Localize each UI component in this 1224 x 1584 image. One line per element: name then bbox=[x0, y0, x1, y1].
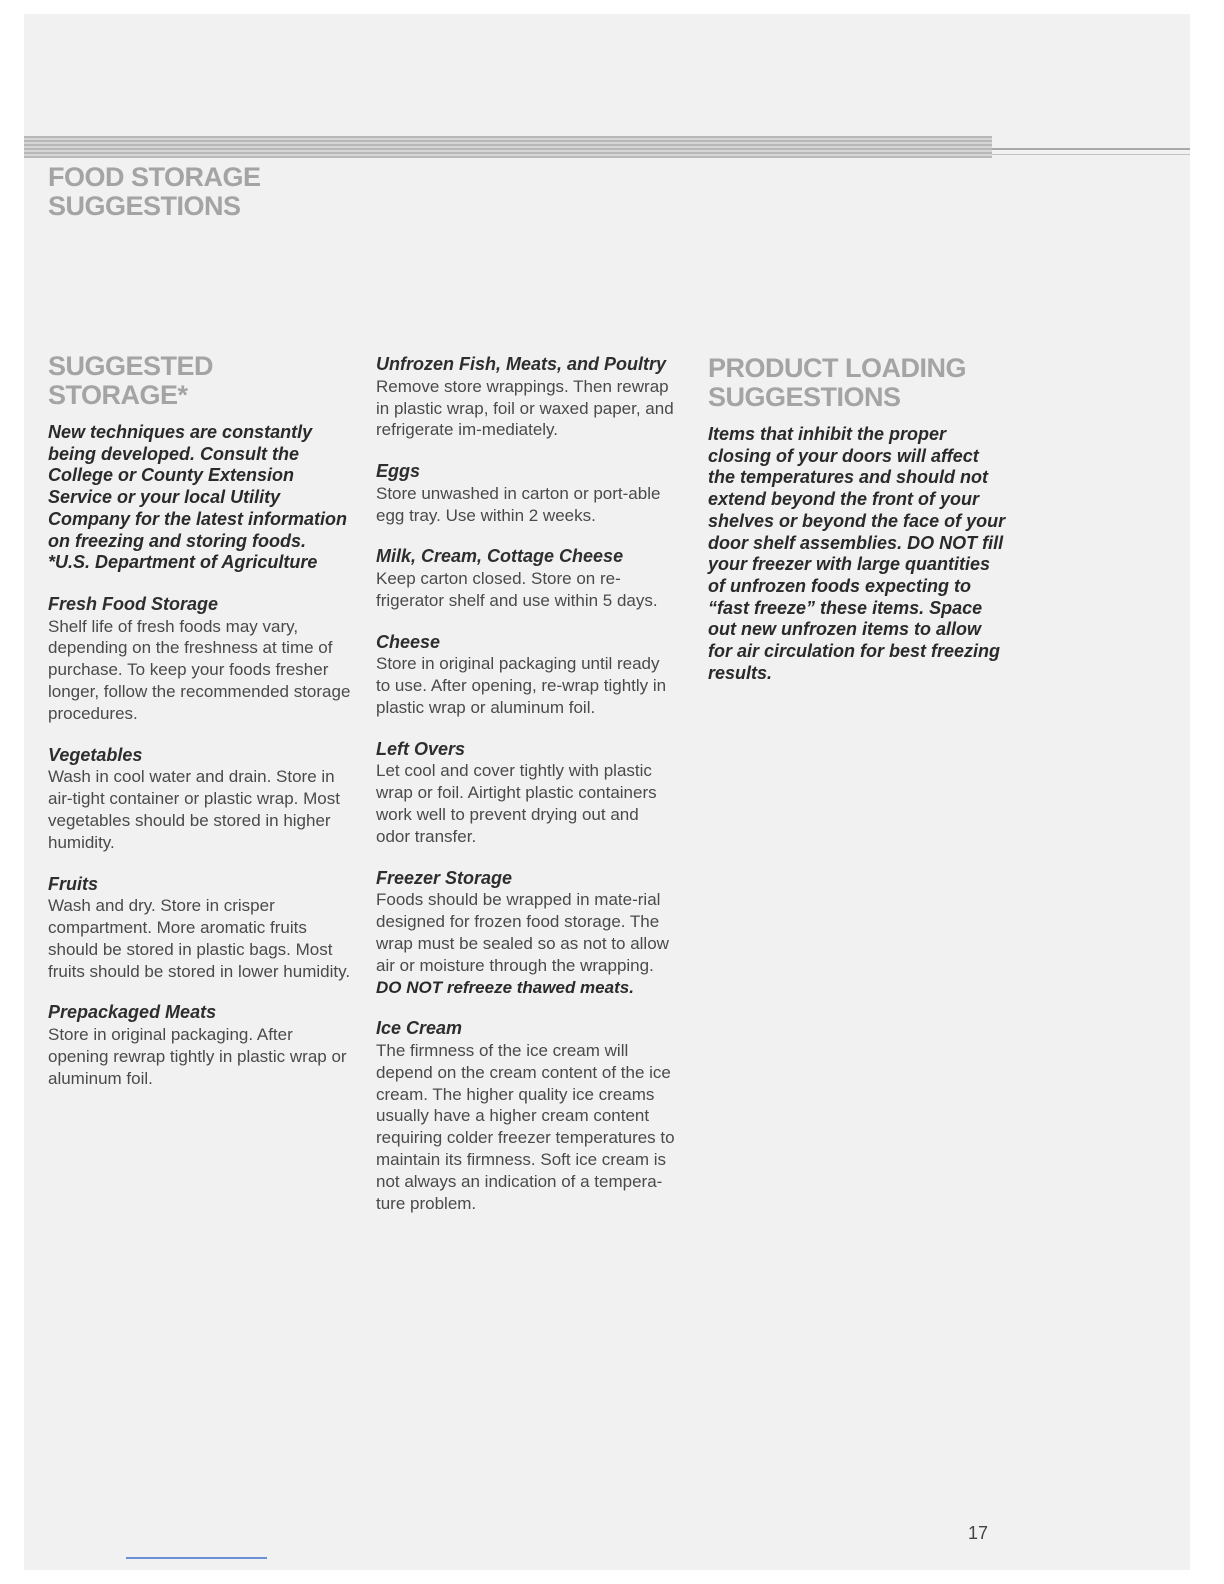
item-body: Wash and dry. Store in crisper compartment. More aromatic fruits should be stored in plastic bags. Most fruits should be stored in lower humidity. bbox=[48, 896, 351, 981]
item-title: Freezer Storage bbox=[376, 867, 513, 888]
suggested-storage-heading: SUGGESTED STORAGE* bbox=[48, 351, 214, 410]
storage-item bbox=[376, 354, 676, 441]
item-title: Prepackaged Meats bbox=[48, 1002, 217, 1023]
storage-item bbox=[376, 632, 676, 719]
storage-item bbox=[48, 745, 353, 854]
item-body-text: Foods should be wrapped in mate-rial designed for frozen food storage. The wrap must be sealed so as not to allow air or moisture through the wrapping. bbox=[376, 890, 669, 975]
item-title: Cheese bbox=[376, 631, 441, 652]
suggested-storage-intro bbox=[48, 422, 353, 574]
item-body: Remove store wrappings. Then rewrap in plastic wrap, foil or waxed paper, and refrigerate im-mediately. bbox=[376, 376, 674, 440]
product-loading-body: Items that inhibit the proper closing of your doors will affect the temperatures and should not extend beyond the front of your shelves or beyond the face of your door shelf assemblies. DO NOT fill your freezer with large quantities of unfrozen foods expecting to “fast freeze” these items. Space out new unfrozen items to allow for air circulation for best freezing results. bbox=[708, 424, 1006, 683]
header-rule-thin-secondary bbox=[992, 154, 1190, 155]
storage-item bbox=[376, 546, 676, 611]
item-title: Ice Cream bbox=[376, 1018, 463, 1039]
item-body: Store unwashed in carton or port-able egg tray. Use within 2 weeks. bbox=[376, 483, 661, 525]
storage-item bbox=[48, 874, 353, 983]
item-body: Shelf life of fresh foods may vary, depending on the freshness at time of purchase. To keep your foods fresher longer, follow the recommended storage procedures. bbox=[48, 616, 351, 723]
blue-underline-mark bbox=[126, 1557, 267, 1559]
storage-item bbox=[48, 1002, 353, 1089]
usda-footnote: *U.S. Department of Agriculture bbox=[48, 552, 318, 573]
item-body: Keep carton closed. Store on re-frigerator shelf and use within 5 days. bbox=[376, 569, 658, 610]
item-title: Milk, Cream, Cottage Cheese bbox=[376, 546, 624, 567]
item-title: Left Overs bbox=[376, 738, 466, 759]
column-suggested-storage bbox=[48, 352, 353, 1109]
storage-item bbox=[48, 594, 353, 725]
page-number: 17 bbox=[968, 1523, 989, 1543]
freezer-warning: DO NOT refreeze thawed meats. bbox=[376, 977, 634, 997]
product-loading-heading: PRODUCT LOADING SUGGESTIONS bbox=[708, 353, 966, 412]
item-body: Store in original packaging until ready to use. After opening, re-wrap tightly in plastic wrap or aluminum foil. bbox=[376, 654, 667, 717]
header-rule-thin bbox=[992, 148, 1190, 150]
item-title: Fresh Food Storage bbox=[48, 593, 219, 614]
item-title: Unfrozen Fish, Meats, and Poultry bbox=[376, 354, 667, 374]
intro-text: New techniques are constantly being developed. Consult the College or County Extension Service or your local Utility Company for the latest information on freezing and storing foods. bbox=[48, 422, 348, 551]
storage-item bbox=[376, 461, 676, 526]
item-body bbox=[376, 889, 676, 998]
item-title: Eggs bbox=[376, 461, 421, 482]
item-title: Vegetables bbox=[48, 744, 143, 765]
item-title: Fruits bbox=[48, 873, 99, 894]
item-body: Store in original packaging. After opening rewrap tightly in plastic wrap or aluminum foil. bbox=[48, 1025, 347, 1088]
storage-item bbox=[376, 868, 676, 999]
header-rule bbox=[24, 136, 992, 158]
page-title: FOOD STORAGE SUGGESTIONS bbox=[48, 162, 261, 221]
storage-item bbox=[376, 1018, 676, 1214]
item-body: Wash in cool water and drain. Store in air-tight container or plastic wrap. Most vegetables should be stored in higher humidity. bbox=[48, 767, 340, 852]
item-body: Let cool and cover tightly with plastic wrap or foil. Airtight plastic containers work well to prevent drying out and odor transfer. bbox=[376, 761, 657, 846]
column-product-loading bbox=[708, 354, 1008, 684]
column-storage-items bbox=[376, 354, 676, 1234]
storage-item bbox=[376, 739, 676, 848]
item-body: The firmness of the ice cream will depend on the cream content of the ice cream. The higher quality ice creams usually have a higher cream content requiring colder freezer temperatures to maintain its firmness. Soft ice cream is not always an indication of a tempera-ture problem. bbox=[376, 1041, 675, 1213]
